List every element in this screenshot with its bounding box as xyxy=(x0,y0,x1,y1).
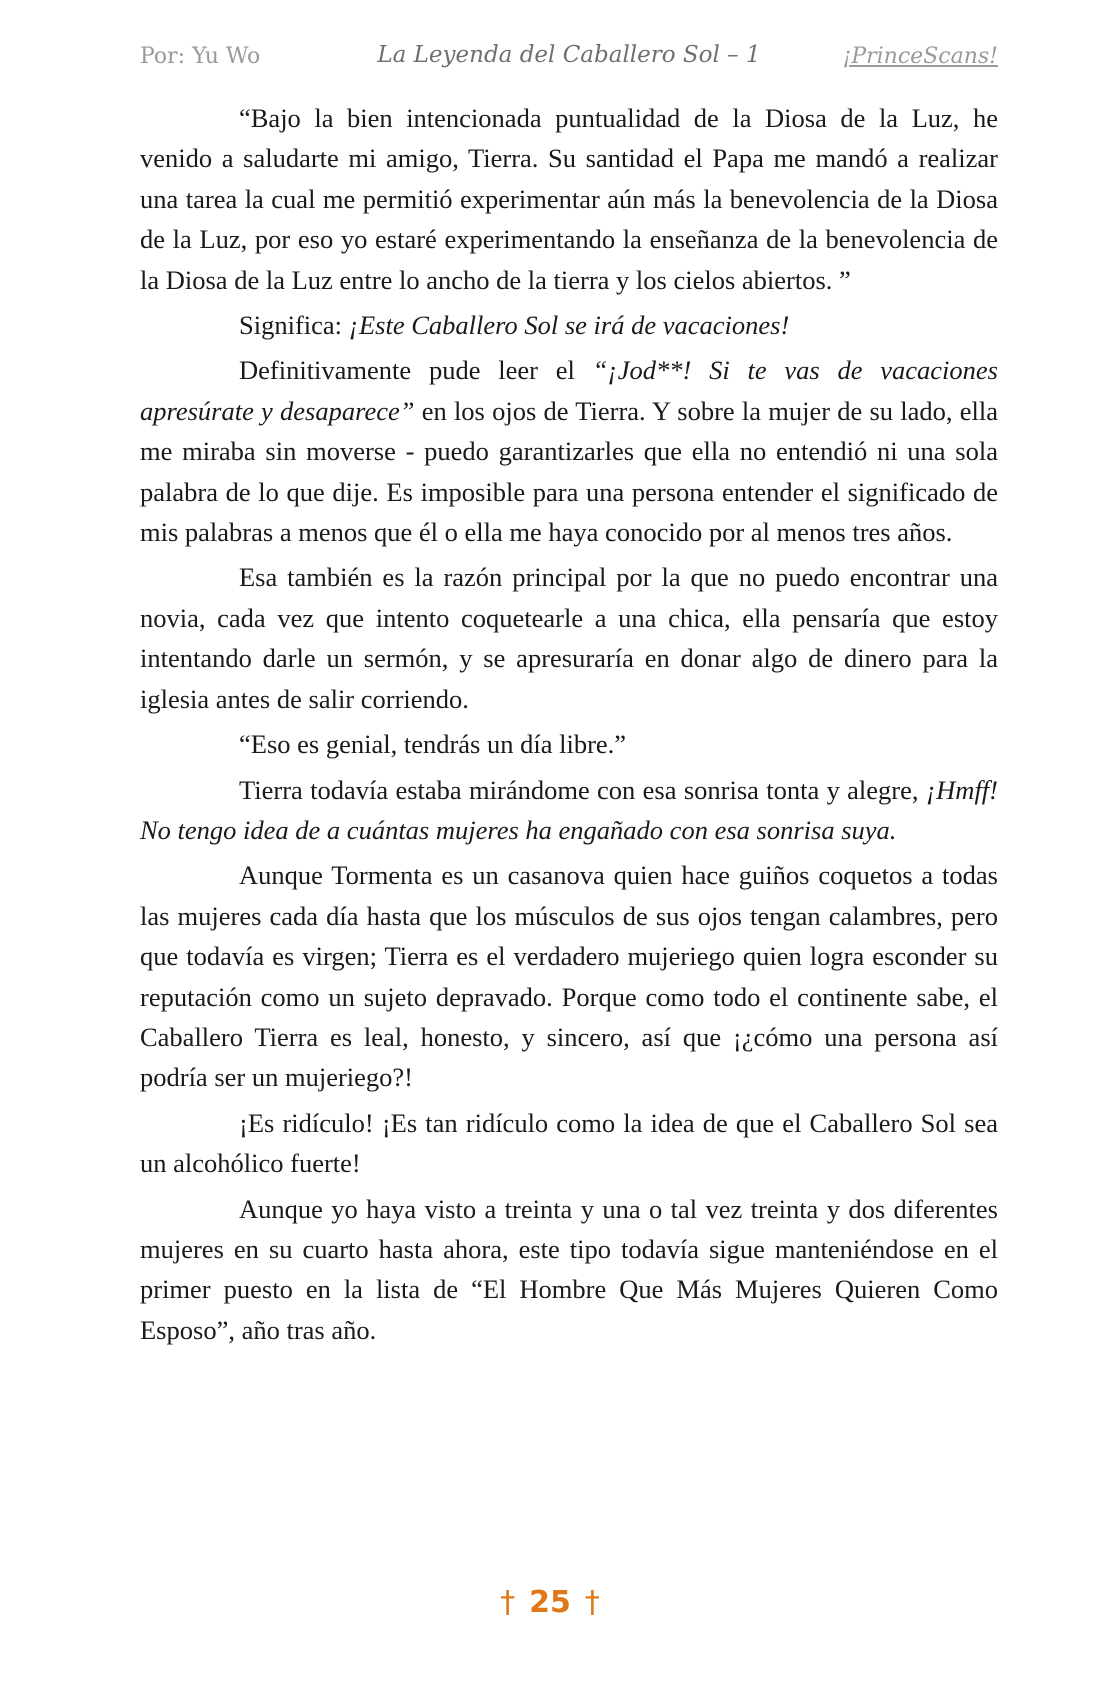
text-run: “Bajo la bien intencionada puntualidad de la Diosa de la Luz, he venido a saludarte mi amigo, Tierra. Su santidad el Papa me mandó a realizar una tarea la cual me permitió experimentar aún más la benevolencia de la Diosa de la Luz, por eso yo estaré experimentando la enseñanza de la benevolencia de la Diosa de la Luz entre lo ancho de la tierra y los cielos abiertos. ” xyxy=(140,103,998,295)
text-run: Significa: xyxy=(239,310,349,341)
italic-text-run: “¡Jod**! Si te vas de vacaciones apresúrate y desaparece” xyxy=(140,355,998,426)
right-cross-ornament-icon: † xyxy=(584,1585,600,1620)
header-scanlation-group: ¡PrinceScans! xyxy=(842,44,998,69)
text-run: Tierra todavía estaba mirándome con esa sonrisa tonta y alegre, xyxy=(239,774,926,805)
text-run: Esa también es la razón principal por la que no puedo encontrar una novia, cada vez que intento coquetearle a una chica, ella pensaría que estoy intentando darle un sermón, y se apresuraría en donar algo de dinero para la iglesia antes de salir corriendo. xyxy=(140,562,998,714)
page-header xyxy=(140,40,998,76)
text-run: “Eso es genial, tendrás un día libre.” xyxy=(239,729,627,760)
text-run: Aunque yo haya visto a treinta y una o tal vez treinta y dos diferentes mujeres en su cuarto hasta ahora, este tipo todavía sigue manteniéndose en el primer puesto en la lista de “El Hombre Que Más Mujeres Quieren Como Esposo”, año tras año. xyxy=(140,1193,998,1345)
page-number: 25 xyxy=(529,1585,571,1620)
body-paragraph xyxy=(140,724,998,764)
left-cross-ornament-icon: † xyxy=(500,1585,516,1620)
page-footer xyxy=(0,1585,1100,1620)
body-paragraph xyxy=(140,557,998,719)
body-paragraph xyxy=(140,350,998,552)
text-run: Aunque Tormenta es un casanova quien hace guiños coquetos a todas las mujeres cada día hasta que los músculos de sus ojos tengan calambres, pero que todavía es virgen; Tierra es el verdadero mujeriego quien logra esconder su reputación como un sujeto depravado. Porque como todo el continente sabe, el Caballero Tierra es leal, honesto, y sincero, así que ¡¿cómo una persona así podría ser un mujeriego?! xyxy=(140,860,998,1093)
body-paragraph xyxy=(140,770,998,851)
body-paragraph xyxy=(140,305,998,345)
italic-text-run: ¡Este Caballero Sol se irá de vacaciones! xyxy=(348,310,790,341)
header-book-title: La Leyenda del Caballero Sol – 1 xyxy=(377,42,761,68)
body-paragraph xyxy=(140,1103,998,1184)
text-run: Definitivamente pude leer el xyxy=(239,355,593,386)
text-run: ¡Es ridículo! ¡Es tan ridículo como la idea de que el Caballero Sol sea un alcohólico fuerte! xyxy=(140,1107,998,1179)
header-author: Por: Yu Wo xyxy=(140,44,261,69)
body-paragraph xyxy=(140,855,998,1097)
body-paragraph xyxy=(140,1189,998,1351)
italic-text-run: ¡Hmff! No tengo idea de a cuántas mujeres ha engañado con esa sonrisa suya. xyxy=(140,774,998,845)
body-paragraph xyxy=(140,98,998,300)
text-run: en los ojos de Tierra. Y sobre la mujer de su lado, ella me miraba sin moverse - puedo garantizarles que ella no entendió ni una sola palabra de lo que dije. Es imposible para una persona entender el significado de mis palabras a menos que él o ella me haya conocido por al menos tres años. xyxy=(140,395,998,548)
page-body xyxy=(140,98,998,1355)
